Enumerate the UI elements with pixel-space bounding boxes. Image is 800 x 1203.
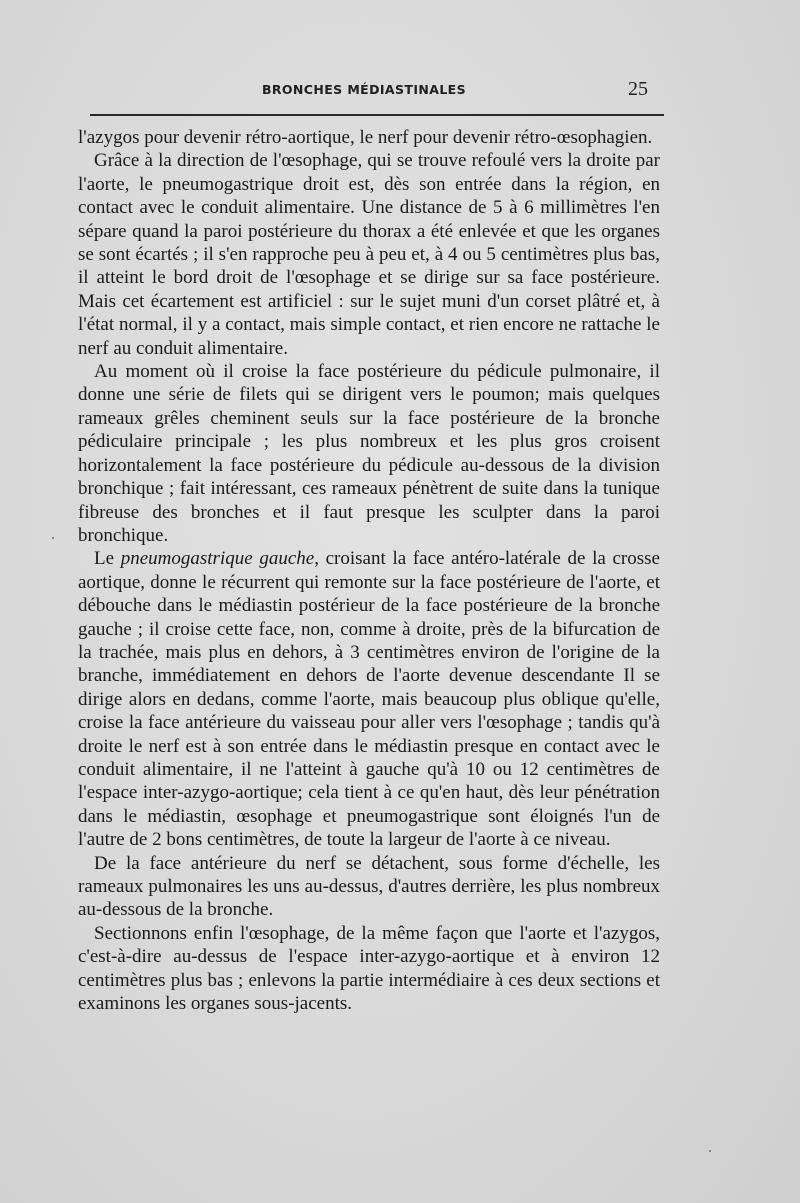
paragraph-5: De la face antérieure du nerf se détachent, sous forme d'échelle, les rameaux pulmonaires les uns au-dessus, d'autres derrière, les plus nombreux au-dessous de la bronche. <box>78 852 660 921</box>
header-rule <box>90 114 664 116</box>
paper-speck <box>52 537 54 539</box>
paper-speck <box>709 1150 711 1152</box>
paragraph-4-italic: pneumogastrique gauche <box>120 548 315 570</box>
page-number: 25 <box>628 78 648 100</box>
paragraph-2: Grâce à la direction de l'œsophage, qui se trouve refoulé vers la droite par l'aorte, le pneumogastrique droit est, dès son entrée dans la région, en contact avec le conduit alimentaire. Une distance de 5 à 6 millimètres l'en sépare quand la paroi postérieure du thorax a été enlevée et que les organes se sont écartés ; il s'en rapproche peu à peu et, à 4 ou 5 centimètres plus bas, il atteint le bord droit de l'œsophage et se dirige sur sa face postérieure. Mais cet écartement est artificiel : sur le sujet muni d'un corset plâtré et, à l'état normal, il y a contact, mais simple contact, et rien encore ne rattache le nerf au conduit alimentaire. <box>78 150 660 359</box>
paragraph-4-text: , croisant la face antéro-latérale de la crosse aortique, donne le récurrent qui remonte sur la face postérieure de l'aorte, et débouche dans le médiastin postérieur de la face postérieure de la bronche gauche ; il croise cette face, non, comme à droite, près de la bifurcation de la trachée, mais plus en dehors, à 3 centimètres environ de l'origine de la branche, immédiatement en dehors de l'aorte devenue descendante Il se dirige alors en dedans, comme l'aorte, mais beaucoup plus oblique qu'elle, croise la face antérieure du vaisseau pour aller vers l'œsophage ; tandis qu'à droite le nerf est à son entrée dans le médiastin presque en contact avec le conduit alimentaire, il ne l'atteint à gauche qu'à 10 ou 12 centimètres de l'espace inter-azygo-aortique; cela tient à ce qu'en haut, dès leur pénétration dans le médiastin, œsophage et pneumogastrique sont éloignés l'un de l'autre de 2 bons centimètres, de toute la largeur de l'aorte à ce niveau. <box>78 548 660 851</box>
paragraph-6: Sectionnons enfin l'œsophage, de la même façon que l'aorte et l'azygos, c'est-à-dire au-dessus de l'espace inter-azygo-aortique et à environ 12 centimètres plus bas ; enlevons la partie intermédiaire à ces deux sections et examinons les organes sous-jacents. <box>78 922 660 1015</box>
paragraph-3: Au moment où il croise la face postérieure du pédicule pulmonaire, il donne une série de filets qui se dirigent vers le poumon; mais quelques rameaux grêles cheminent seuls sur la face postérieure de la bronche pédiculaire principale ; les plus nombreux et les plus gros croisent horizontalement la face postérieure du pédicule au-dessous de la division bronchique ; fait intéressant, ces rameaux pénètrent de suite dans la tunique fibreuse des bronches et il faut presque les sculpter dans la paroi bronchique. <box>78 361 660 546</box>
paragraph-1: l'azygos pour devenir rétro-aortique, le nerf pour devenir rétro-œsophagien. <box>78 127 653 148</box>
running-title: BRONCHES MÉDIASTINALES <box>261 82 467 97</box>
paragraph-4 <box>78 547 660 851</box>
page-header <box>0 78 800 108</box>
paragraph-4-lead: Le <box>94 548 121 570</box>
body-text <box>78 126 660 1015</box>
